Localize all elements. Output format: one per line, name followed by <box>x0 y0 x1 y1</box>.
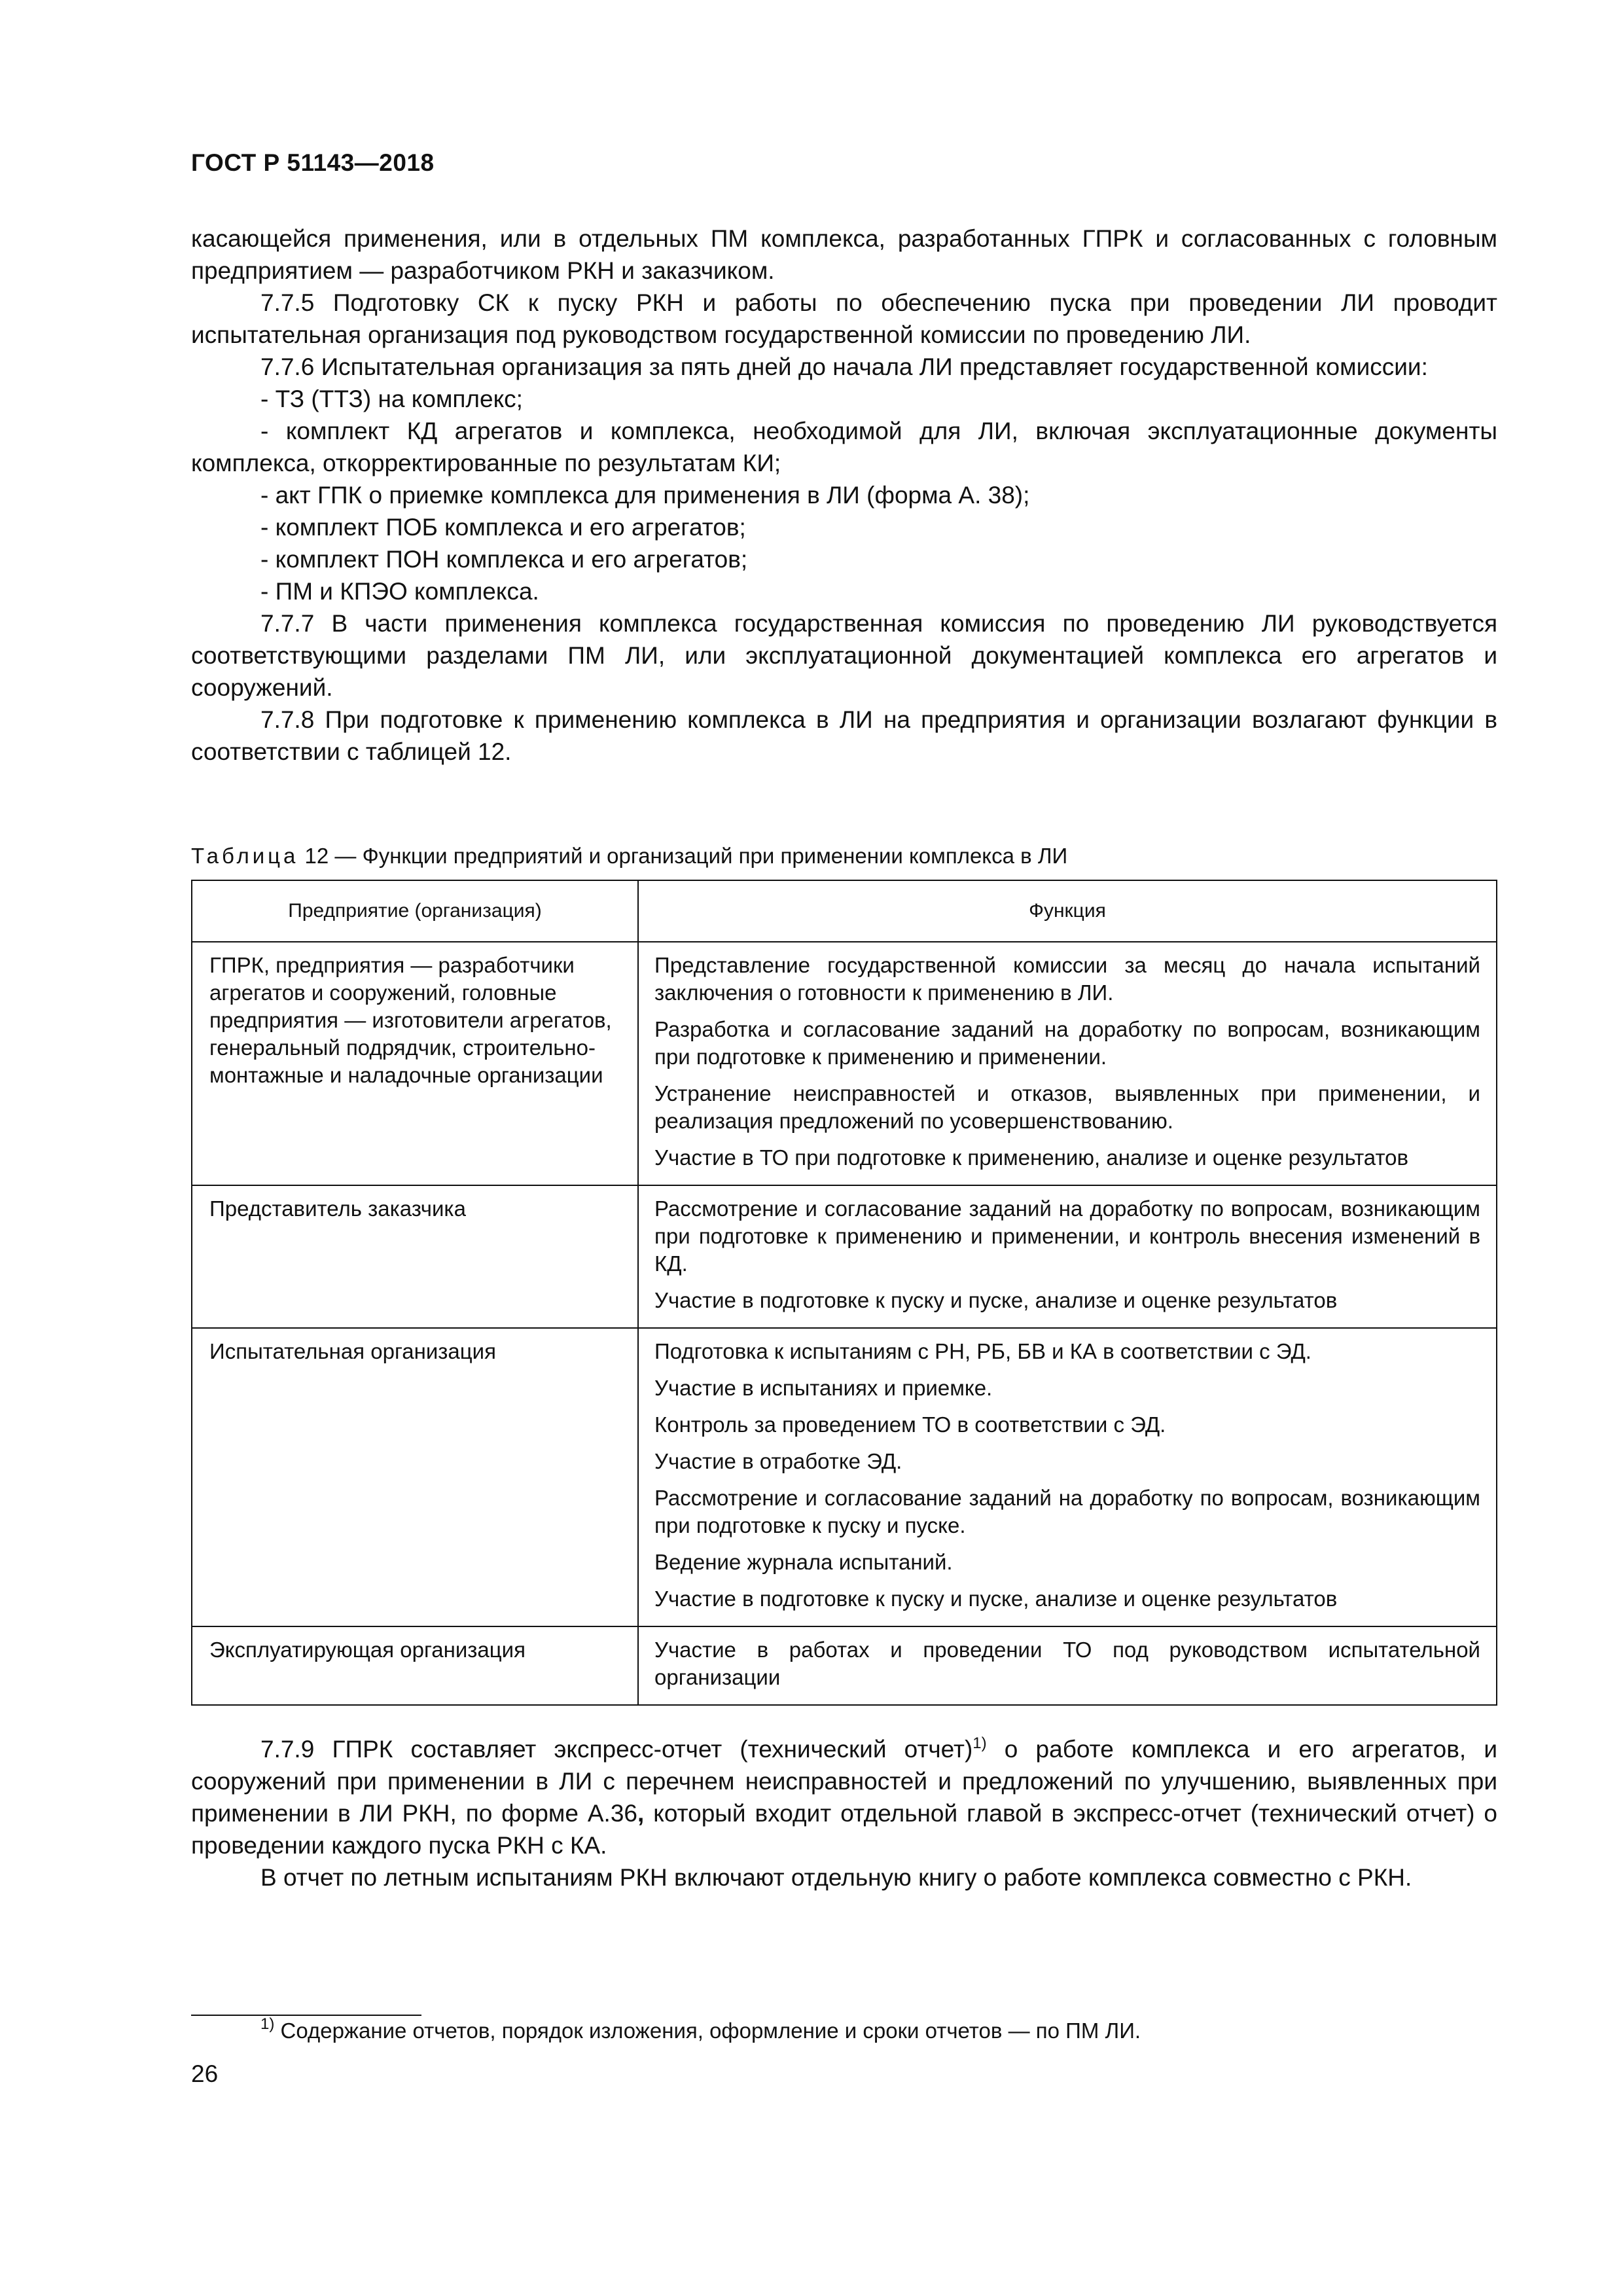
table-caption <box>191 843 1067 869</box>
paragraph-7-7-9-part-b: о работе комплекса и его агрегатов, и сооружений при применении в ЛИ с перечнем неисправностей и предложений по улучшению, выявленных при применении в ЛИ РКН, по форме А.36 <box>191 1736 1497 1827</box>
paragraph-7-7-7: 7.7.7 В части применения комплекса государственная комиссия по проведению ЛИ руководствуется соответствующими разделами ПМ ЛИ, или эксплуатационной документацией комплекса его агрегатов и сооружений. <box>191 610 1497 701</box>
functions-table <box>191 880 1497 1706</box>
function-item: Подготовка к испытаниям с РН, РБ, БВ и КА в соответствии с ЭД. <box>654 1339 1311 1363</box>
footnote-text: Содержание отчетов, порядок изложения, оформление и сроки отчетов — по ПМ ЛИ. <box>274 2018 1141 2043</box>
table-cell-organization: Эксплуатирующая организация <box>192 1626 638 1705</box>
function-item: Участие в подготовке к пуску и пуске, анализе и оценке результатов <box>654 1587 1338 1611</box>
paragraph-7-7-9-part-a: 7.7.9 ГПРК составляет экспресс-отчет (технический отчет) <box>260 1736 973 1763</box>
function-item: Разработка и согласование заданий на доработку по вопросам, возникающим при подготовке к применению и применении. <box>654 1017 1480 1069</box>
paragraph-7-7-8: 7.7.8 При подготовке к применению комплекса в ЛИ на предприятия и организации возлагают функции в соответствии с таблицей 12. <box>191 706 1497 765</box>
function-item: Контроль за проведением ТО в соответствии с ЭД. <box>654 1412 1166 1437</box>
function-item: Устранение неисправностей и отказов, выявленных при применении, и реализация предложений по усовершенствованию. <box>654 1081 1480 1133</box>
function-item: Участие в испытаниях и приемке. <box>654 1376 993 1400</box>
table-caption-text: 12 — Функции предприятий и организаций при применении комплекса в ЛИ <box>298 844 1068 868</box>
table-row <box>192 942 1497 1185</box>
body-text <box>191 223 1497 768</box>
footnote-marker: 1) <box>260 2015 275 2033</box>
list-item: - комплект ПОБ комплекса и его агрегатов; <box>260 514 746 541</box>
function-item: Участие в отработке ЭД. <box>654 1449 902 1473</box>
page-header-title: ГОСТ Р 51143—2018 <box>191 149 435 176</box>
function-item: Рассмотрение и согласование заданий на доработку по вопросам, возникающим при подготовке к пуску и пуске. <box>654 1486 1480 1537</box>
table-row <box>192 1328 1497 1626</box>
page-number: 26 <box>191 2060 219 2087</box>
table-header-organization: Предприятие (организация) <box>192 880 638 942</box>
table-cell-organization: Представитель заказчика <box>192 1185 638 1328</box>
after-table-text <box>191 1733 1497 1893</box>
footnote-divider <box>191 2015 421 2016</box>
function-item: Участие в подготовке к пуску и пуске, анализе и оценке результатов <box>654 1288 1338 1312</box>
paragraph-continuation: касающейся применения, или в отдельных ПМ комплекса, разработанных ГПРК и согласованных с головным предприятием — разработчиком РКН и заказчиком. <box>191 225 1497 284</box>
paragraph-7-7-9-bold-comma: , <box>637 1800 645 1827</box>
paragraph-7-7-9 <box>191 1733 1497 1861</box>
list-item: - ТЗ (ТТЗ) на комплекс; <box>260 386 523 412</box>
function-item: Ведение журнала испытаний. <box>654 1550 953 1574</box>
function-item: Участие в работах и проведении ТО под руководством испытательной организации <box>654 1638 1480 1689</box>
table-cell-functions <box>638 1626 1497 1705</box>
paragraph-flight-report: В отчет по летным испытаниям РКН включают отдельную книгу о работе комплекса совместно с РКН. <box>260 1864 1412 1891</box>
table-cell-organization: Испытательная организация <box>192 1328 638 1626</box>
list-item: - акт ГПК о приемке комплекса для применения в ЛИ (форма А. 38); <box>260 482 1030 509</box>
table-cell-functions <box>638 1185 1497 1328</box>
table-row <box>192 1626 1497 1705</box>
table-header-function: Функция <box>638 880 1497 942</box>
function-item: Участие в ТО при подготовке к применению, анализе и оценке результатов <box>654 1145 1409 1170</box>
list-item: - комплект КД агрегатов и комплекса, необходимой для ЛИ, включая эксплуатационные документы комплекса, откорректированные по результатам КИ; <box>191 418 1497 476</box>
paragraph-7-7-9-part-c: который входит отдельной главой в экспресс-отчет (технический отчет) о проведении каждого пуска РКН с КА. <box>191 1800 1497 1859</box>
list-item: - комплект ПОН комплекса и его агрегатов; <box>260 546 748 573</box>
footnote-reference: 1) <box>972 1734 987 1752</box>
table-caption-label: Таблица <box>191 844 299 868</box>
function-item: Представление государственной комиссии за месяц до начала испытаний заключения о готовности к применению в ЛИ. <box>654 953 1480 1005</box>
table-row <box>192 1185 1497 1328</box>
table-header-row <box>192 880 1497 942</box>
list-item: - ПМ и КПЭО комплекса. <box>260 578 539 605</box>
footnote <box>191 2017 1497 2045</box>
function-item: Рассмотрение и согласование заданий на доработку по вопросам, возникающим при подготовке к применению и применении, и контроль внесения изменений в КД. <box>654 1196 1480 1276</box>
table-cell-functions <box>638 942 1497 1185</box>
table-cell-functions <box>638 1328 1497 1626</box>
paragraph-7-7-6: 7.7.6 Испытательная организация за пять дней до начала ЛИ представляет государственной комиссии: <box>260 353 1428 380</box>
paragraph-7-7-5: 7.7.5 Подготовку СК к пуску РКН и работы по обеспечению пуска при проведении ЛИ проводит испытательная организация под руководством государственной комиссии по проведению ЛИ. <box>191 289 1497 348</box>
table-cell-organization: ГПРК, предприятия — разработчики агрегатов и сооружений, головные предприятия — изготовители агрегатов, генеральный подрядчик, строительно-монтажные и наладочные организации <box>192 942 638 1185</box>
